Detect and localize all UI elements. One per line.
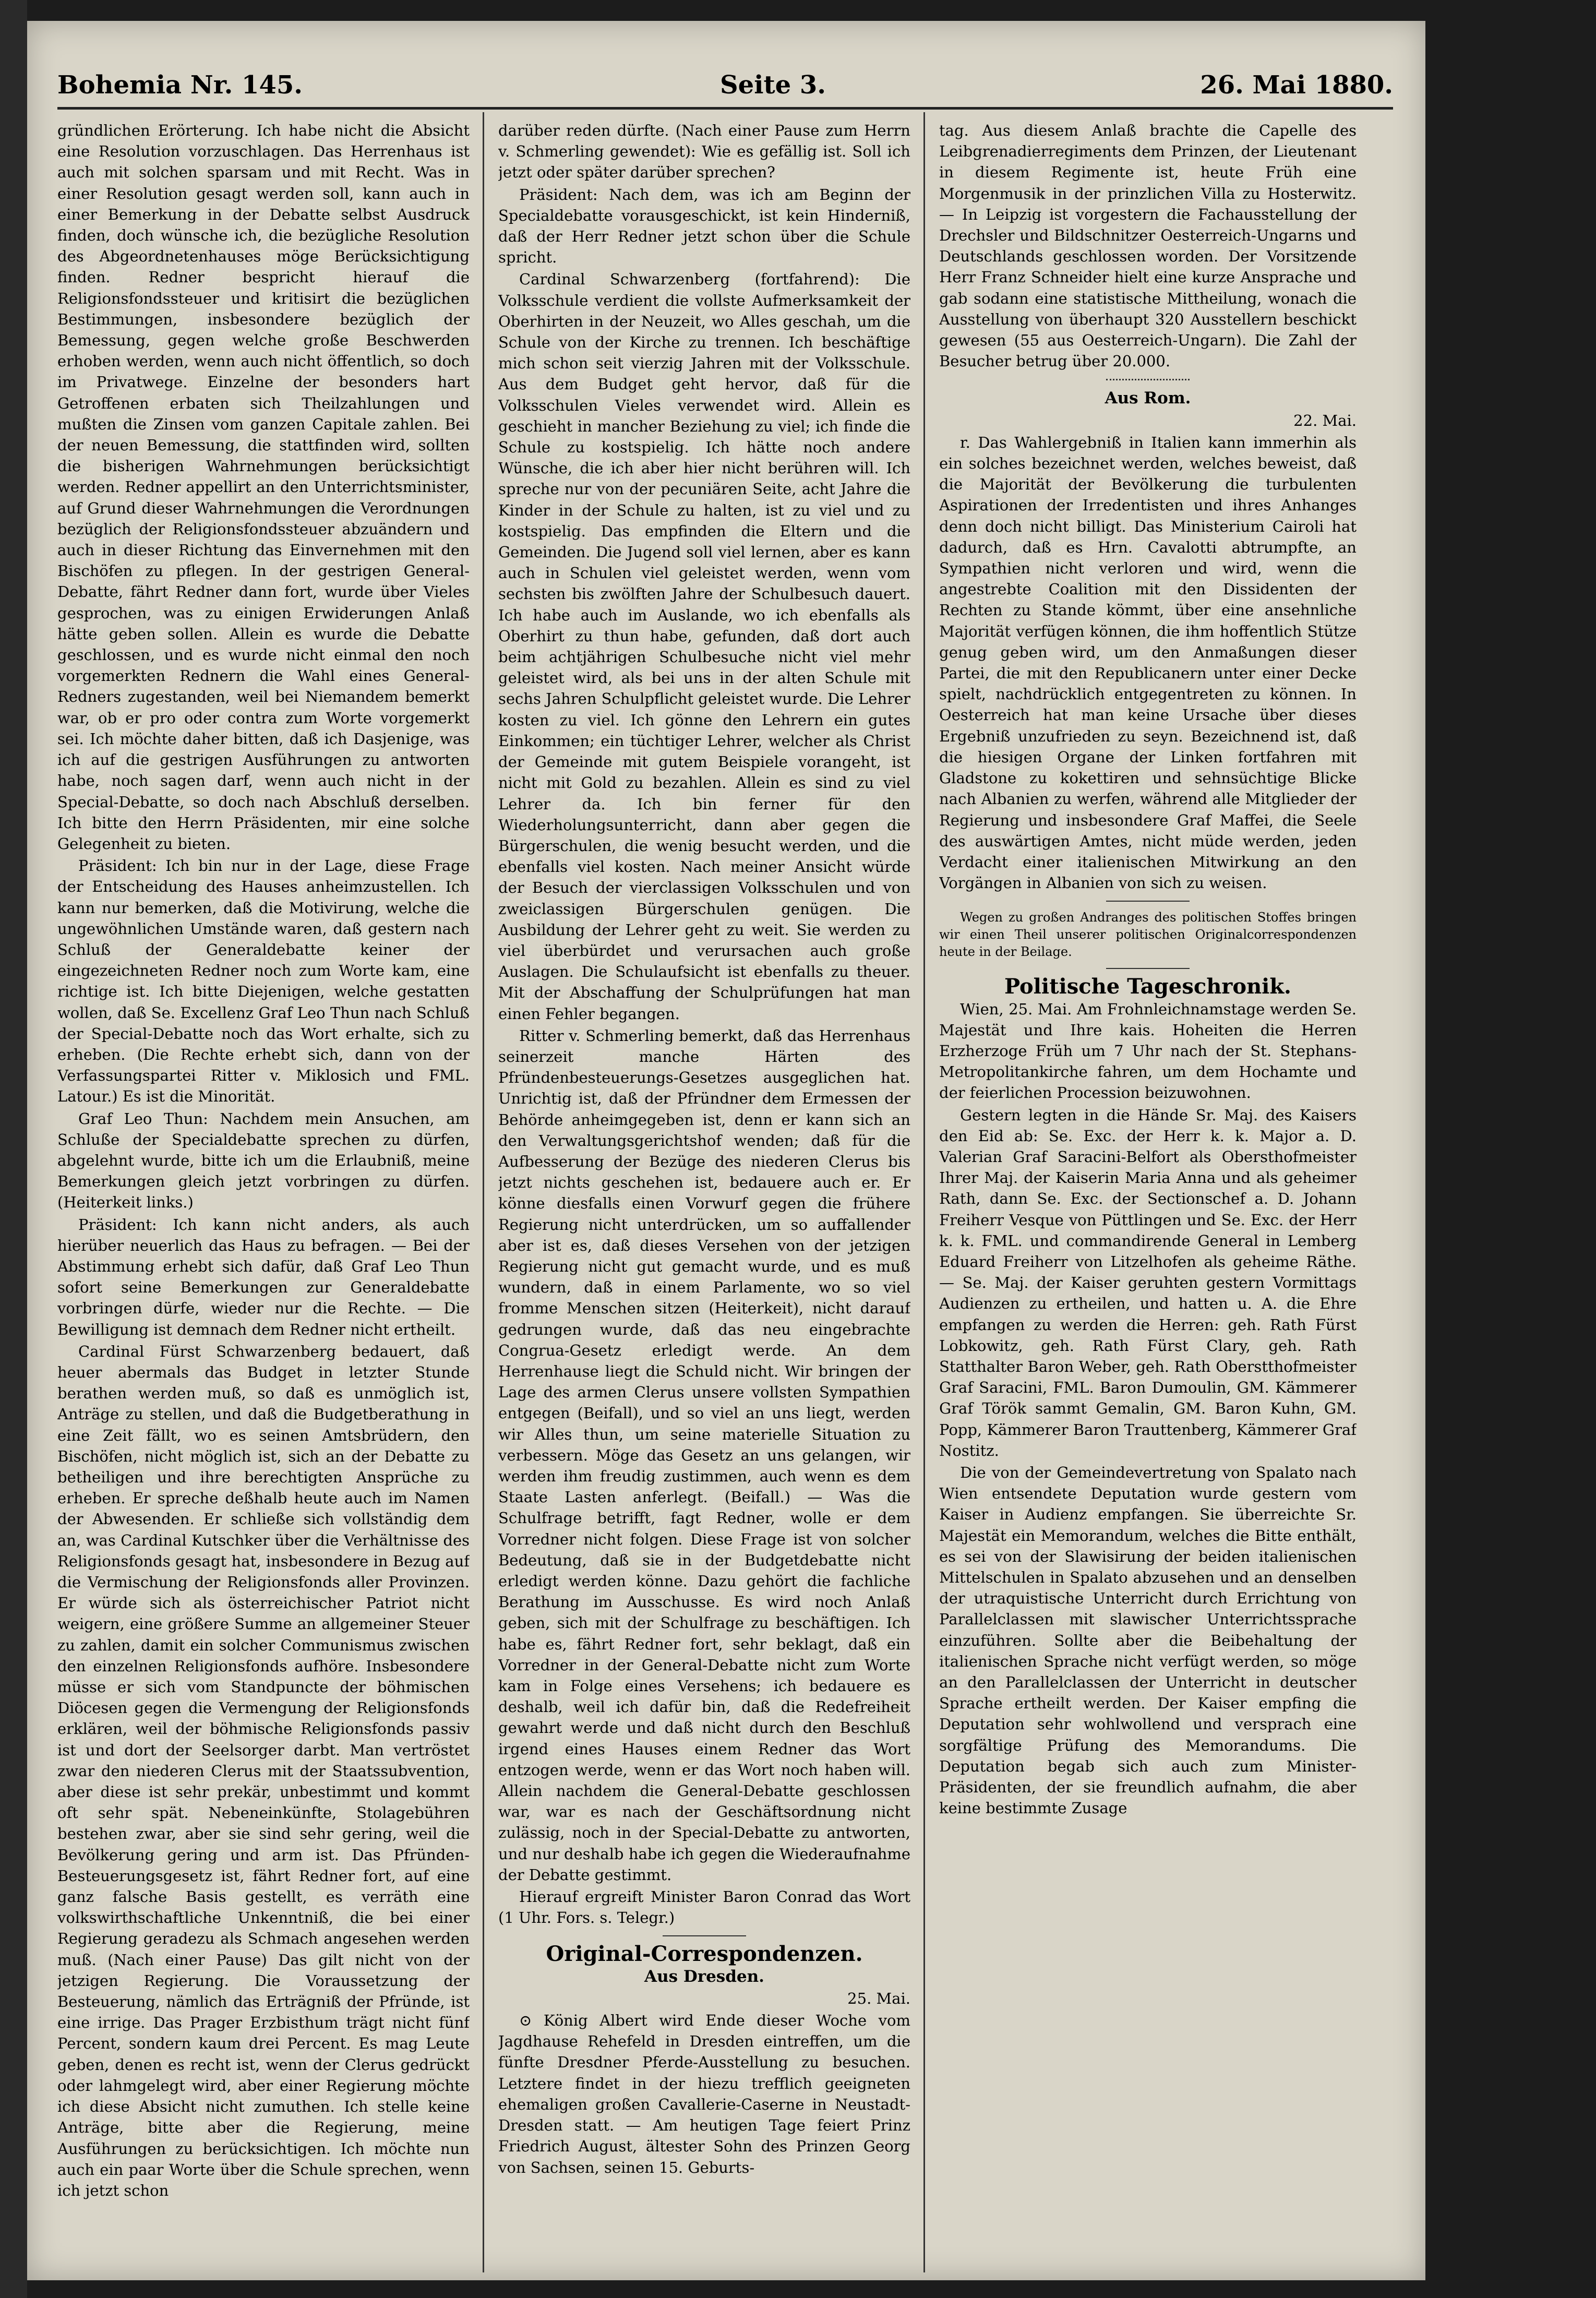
header-page-number: Seite 3. <box>720 70 826 100</box>
section-separator <box>663 1935 746 1936</box>
paragraph: Ritter v. Schmerling bemerkt, daß das Herrenhaus seinerzeit manche Härten des Pfründenbesteuerungs-Gesetzes ausgeglichen hat. Unrichtig ist, daß der Pfründner dem Ermessen der Behörde anheimgegeben ist, denn er kann sich an den Verwaltungsgerichtshof wenden; daß für die Aufbesserung der Bezüge des niederen Clerus bis jetzt nichts geschehen ist, bedauere auch er. Er könne diesfalls einen Vorwurf gegen die frühere Regierung nicht unterdrücken, um so auffallender aber ist es, daß dieses Versehen von der jetzigen Regierung nicht gut gemacht wurde, und es muß wundern, daß in einem Parlamente, wo so viel fromme Menschen sitzen (Heiterkeit), nicht darauf gedrungen wurde, daß das neu eingebrachte Congrua-Gesetz erledigt werde. An dem Herrenhause liegt die Schuld nicht. Wir bringen der Lage des armen Clerus unsere vollsten Sympathien entgegen (Beifall), und so viel an uns liegt, werden wir Alles thun, um seine materielle Situation zu verbessern. Möge das Gesetz an uns gelangen, wir werden ihm freudig zustimmen, auch wenn es dem Staate Lasten anferlegt. (Beifall.) — Was die Schulfrage betrifft, fagt Redner, wolle er dem Vorredner nicht folgen. Diese Frage ist von solcher Bedeutung, daß sie in der Budgetdebatte nicht erledigt werden könne. Dazu gehört die fachliche Berathung im Ausschusse. Es wird noch Anlaß geben, sich mit der Schulfrage zu beschäftigen. Ich habe es, fährt Redner fort, sehr beklagt, daß ein Vorredner in der General-Debatte nicht zum Worte kam in Folge eines Versehens; ich bedauere es deshalb, weil ich dafür bin, daß die Redefreiheit gewahrt werde und daß nicht durch den Beschluß irgend eines Hauses einem Redner das Wort entzogen werde, wenn er das Wort noch haben will. Allein nachdem die General-Debatte geschlossen war, war es nach der Geschäftsordnung nicht zulässig, noch in der Special-Debatte zu antworten, und nur deshalb habe ich gegen die Wiederaufnahme der Debatte gestimmt. <box>498 1026 910 1884</box>
paragraph: gründlichen Erörterung. Ich habe nicht die Absicht eine Resolution vorzuschlagen. Das Herrenhaus ist auch mit solchen sparsam und mit Recht. Was in einer Resolution gesagt werden soll, kann auch in einer Bemerkung in der Debatte selbst Ausdruck finden, doch wünsche ich, die bezügliche Resolution des Abgeordnetenhauses möge Berücksichtigung finden. Redner bespricht hierauf die Religionsfondssteuer und kritisirt die bezüglichen Bestimmungen, insbesondere bezüglich der Bemessung, gegen welche große Beschwerden erhoben werden, wenn auch nicht öffentlich, so doch im Privatwege. Einzelne der besonders hart Getroffenen erbaten sich Theilzahlungen und mußten die Zinsen vom ganzen Capitale zahlen. Bei der neuen Bemessung, die stattfinden wird, sollten die bisherigen Wahrnehmungen berücksichtigt werden. Redner appellirt an den Unterrichtsminister, auf Grund dieser Wahrnehmungen die Verordnungen bezüglich der Religionsfondssteuer abzuändern und auch in dieser Richtung das Einvernehmen mit den Bischöfen zu pflegen. In der gestrigen General-Debatte, fährt Redner dann fort, wurde über Vieles gesprochen, was zu einigen Erwiderungen Anlaß hätte geben sollen. Allein es wurde die Debatte geschlossen, und es wurde nicht einmal den noch vorgemerkten Rednern die Wahl eines General-Redners zugestanden, weil bei Niemandem bemerkt war, ob er pro oder contra zum Worte vorgemerkt sei. Ich möchte daher bitten, daß ich Dasjenige, was ich auf die gestrigen Ausführungen zu antworten habe, noch sagen darf, wenn auch nicht in der Special-Debatte, so doch nach Abschluß derselben. Ich bitte den Herrn Präsidenten, mir eine solche Gelegenheit zu bieten. <box>57 122 470 853</box>
paragraph: r. Das Wahlergebniß in Italien kann immerhin als ein solches bezeichnet werden, welches beweist, daß die Majorität der Bevölkerung die turbulenten Aspirationen der Irredentisten und ihres Anhanges denn doch nicht billigt. Das Ministerium Cairoli hat dadurch, daß es Hrn. Cavalotti abtrumpfte, an Sympathien nicht verloren und wird, wenn die angestrebte Coalition mit den Dissidenten der Rechten zu Stande kömmt, über eine ansehnliche Majorität verfügen können, die ihm hoffentlich Stütze genug geben wird, um den Anmaßungen dieser Partei, die mit den Republicanern unter einer Decke spielt, nachdrücklich entgegentreten zu können. In Oesterreich hat man keine Ursache über dieses Ergebniß unzufrieden zu seyn. Bezeichnend ist, daß die hiesigen Organe der Linken fortfahren mit Gladstone zu kokettiren und sehnsüchtige Blicke nach Albanien zu werfen, während alle Mitglieder der Regierung und insbesondere Graf Maffei, die Seele des auswärtigen Amtes, nicht müde werden, jeden Verdacht einer italienischen Mitwirkung an den Vorgängen in Albanien von sich zu weisen. <box>939 433 1357 892</box>
header-paper-issue: Bohemia Nr. 145. <box>57 70 303 100</box>
column-rule-1 <box>483 112 484 2272</box>
paragraph: Wien, 25. Mai. Am Frohnleichnamstage werden Se. Majestät und Ihre kais. Hoheiten die Herren Erzherzoge Früh um 7 Uhr nach der St. Stephans-Metropolitankirche fahren, um dem Hochamte und der feierlichen Procession beizuwohnen. <box>939 1000 1357 1102</box>
column-1 <box>57 120 470 2285</box>
section-separator <box>1106 968 1190 969</box>
paragraph: Graf Leo Thun: Nachdem mein Ansuchen, am Schluße der Specialdebatte sprechen zu dürfen, abgelehnt wurde, bitte ich um die Erlaubniß, meine Bemerkungen gleich jetzt vorbringen zu dürfen. (Heiterkeit links.) <box>57 1109 470 1212</box>
paragraph: Cardinal Schwarzenberg (fortfahrend): Die Volksschule verdient die vollste Aufmerksamkeit der Oberhirten in der Neuzeit, wo Alles geschah, um die Schule von der Kirche zu trennen. Ich beschäftige mich schon seit vierzig Jahren mit der Volksschule. Aus dem Budget geht hervor, daß für die Volksschulen Vieles verwendet wird. Allein es geschieht in mancher Beziehung zu viel; ich finde die Schule zu kostspielig. Ich hätte noch andere Wünsche, die ich aber hier nicht berühren will. Ich spreche nur von der pecuniären Seite, acht Jahre die Kinder in der Schule zu halten, ist zu viel und zu kostspielig. Das empfinden die Eltern und die Gemeinden. Die Jugend soll viel lernen, aber es kann auch in Schulen viel geleistet werden, wenn vom sechsten bis zwölften Jahre der Schulbesuch dauert. Ich habe auch im Auslande, wo ich ebenfalls als Oberhirt zu thun habe, gefunden, daß dort auch beim achtjährigen Schulbesuche nicht viel mehr geleistet wird, als bei uns in der alten Schule mit sechs Jahren Schulpflicht geleistet wurde. Die Lehrer kosten zu viel. Ich gönne den Lehrern ein gutes Einkommen; ein tüchtiger Lehrer, welcher als Christ der Gemeinde mit gutem Beispiele vorangeht, ist nicht mit Gold zu bezahlen. Allein es sind zu viel Lehrer da. Ich bin ferner für den Wiederholungsunterricht, dann aber gegen die Bürgerschulen, die wenig besucht werden, und die ebenfalls viel kosten. Nach meiner Ansicht würde der Besuch der vierclassigen Volksschulen und von zweiclassigen Bürgerschulen genügen. Die Ausbildung der Lehrer geht zu weit. Sie werden zu viel überbürdet und verursachen auch große Auslagen. Die Schulaufsicht ist ebenfalls zu theuer. Mit der Abschaffung der Schulprüfungen hat man einen Fehler begangen. <box>498 270 910 1023</box>
paragraph: tag. Aus diesem Anlaß brachte die Capelle des Leibgrenadierregiments dem Prinzen, der Lieutenant in diesem Regimente ist, heute Früh eine Morgenmusik in der prinzlichen Villa zu Hosterwitz. — In Leipzig ist vorgestern die Fachausstellung der Drechsler und Bildschnitzer Oesterreich-Ungarns und Deutschlands geschlossen worden. Der Vorsitzende Herr Franz Schneider hielt eine kurze Ansprache und gab sodann eine statistische Mittheilung, wonach die Ausstellung von überhaupt 320 Ausstellern beschickt gewesen (55 aus Oesterreich-Ungarn). Die Zahl der Besucher betrug über 20.000. <box>939 122 1357 370</box>
dateline-date-dresden: 25. Mai. <box>847 1989 910 2007</box>
paragraph: Präsident: Nach dem, was ich am Beginn der Specialdebatte vorausgeschickt, ist kein Hinderniß, daß der Herr Redner jetzt schon über die Schule spricht. <box>498 185 910 267</box>
right-scan-margin <box>1425 0 1596 2298</box>
column-3 <box>939 120 1357 2285</box>
paragraph: darüber reden dürfte. (Nach einer Pause zum Herrn v. Schmerling gewendet): Wie es gefällig ist. Soll ich jetzt oder später darüber sprechen? <box>498 122 910 182</box>
section-title-political-chronicle: Politische Tageschronik. <box>1004 974 1291 999</box>
paragraph: Gestern legten in die Hände Sr. Maj. des Kaisers den Eid ab: Se. Exc. der Herr k. k. Major a. D. Valerian Graf Saracini-Belfort als Obersthofmeister Ihrer Maj. der Kaiserin Maria Anna und als geheimer Rath, dann Se. Exc. der Sectionschef a. D. Johann Freiherr Vesque von Püttlingen und Se. Exc. der Herr k. k. FML. und commandirende General in Lemberg Eduard Freiherr von Litzelhofen als geheime Räthe. — Se. Maj. der Kaiser geruhten gestern Vormittags Audienzen zu ertheilen, und hatten u. A. die Ehre empfangen zu werden die Herren: geh. Rath Fürst Lobkowitz, geh. Rath Fürst Clary, geh. Rath Statthalter Baron Weber, geh. Rath Oberstthofmeister Graf Saracini, FML. Baron Dumoulin, GM. Kämmerer Graf Török sammt Gemalin, GM. Baron Kuhn, GM. Popp, Kämmerer Baron Trauttenberg, Kämmerer Graf Nostitz. <box>939 1106 1357 1459</box>
paragraph: Präsident: Ich bin nur in der Lage, diese Frage der Entscheidung des Hauses anheimzustellen. Ich kann nur bemerken, daß die Motivirung, welche die ungewöhnlichen Umstände waren, daß gestern nach Schluß der Generaldebatte keiner der eingezeichneten Redner noch zum Worte kam, eine richtige ist. Ich bitte Diejenigen, welche gestatten wollen, daß Se. Excellenz Graf Leo Thun nach Schluß der Special-Debatte noch das Wort erhalte, sich zu erheben. (Die Rechte erhebt sich, dann von der Verfassungspartei Ritter v. Miklosich und FML. Latour.) Es ist die Minorität. <box>57 857 470 1106</box>
header-date: 26. Mai 1880. <box>1200 70 1393 100</box>
paragraph: Cardinal Fürst Schwarzenberg bedauert, daß heuer abermals das Budget in letzter Stunde berathen werden muß, so daß es unmöglich ist, Anträge zu stellen, und daß die Budgetberathung in eine Zeit fällt, wo es seinen Amtsbrüdern, den Bischöfen, nicht möglich ist, sich an der Debatte zu betheiligen und ihre berechtigten Ansprüche zu erheben. Er spreche deßhalb heute auch im Namen der Abwesenden. Er schließe sich vollständig dem an, was Cardinal Kutschker über die Verhältnisse des Religionsfonds gesagt hat, insbesondere in Bezug auf die Vermischung der Religionsfonds aller Provinzen. Er würde sich als österreichischer Patriot nicht weigern, eine größere Summe an allgemeiner Steuer zu zahlen, damit ein solcher Communismus zwischen den einzelnen Religionsfonds aufhöre. Insbesondere müsse er sich vom Standpuncte der böhmischen Diöcesen gegen die Vermengung der Religionsfonds erklären, weil der böhmische Religionsfonds passiv ist und dort der Seelsorger darbt. Man vertröstet zwar den niederen Clerus mit der Staatssubvention, aber diese ist sehr prekär, unbestimmt und kommt oft sehr spät. Nebeneinkünfte, Stolagebühren bestehen zwar, aber sie sind sehr gering, weil die Bevölkerung gering und arm ist. Das Pfründen-Besteuerungsgesetz ist, fährt Redner fort, auf eine ganz falsche Basis gestellt, es verräth eine volkswirthschaftliche Unkenntniß, die bei einer Regierung geradezu als Schmach angesehen werden muß. (Nach einer Pause) Das gilt nicht von der jetzigen Regierung. Die Voraussetzung der Besteuerung, nämlich das Erträgniß der Pfründe, ist eine irrige. Das Prager Erzbisthum trägt nicht fünf Percent, sondern kaum drei Percent. Es mag Leute geben, denen es recht ist, wenn der Clerus gedrückt oder lahmgelegt wird, aber einer Regierung möchte ich diese Absicht nicht zumuthen. Ich stelle keine Anträge, bitte aber die Regierung, meine Ausführungen zu berücksichtigen. Ich möchte nun auch ein paar Worte über die Schule sprechen, wenn ich jetzt schon <box>57 1342 470 2199</box>
paragraph: ⊙ König Albert wird Ende dieser Woche vom Jagdhause Rehefeld in Dresden eintreffen, um die fünfte Dresdner Pferde-Ausstellung zu besuchen. Letztere findet in der hiezu trefflich geeigneten ehemaligen großen Cavallerie-Caserne in Neustadt-Dresden statt. — Am heutigen Tage feiert Prinz Friedrich August, ältester Sohn des Prinzen Georg von Sachsen, seinen 15. Geburts- <box>498 2012 910 2176</box>
column-rule-2 <box>923 112 925 2272</box>
section-separator <box>1106 379 1190 380</box>
paragraph: Hierauf ergreift Minister Baron Conrad das Wort (1 Uhr. Fors. s. Telegr.) <box>498 1888 910 1927</box>
paragraph: Die von der Gemeindevertretung von Spalato nach Wien entsendete Deputation wurde gestern vom Kaiser in Audienz empfangen. Sie überreichte Sr. Majestät ein Memorandum, welches die Bitte enthält, es sei von der Slawisirung der beiden italienischen Mittelschulen in Spalato abzusehen und an denselben der utraquistische Unterricht durch Errichtung von Parallelclassen mit slawischer Unterrichtssprache einzuführen. Sollte aber die Beibehaltung der italienischen Sprache nicht verfügt werden, so möge an den Parallelclassen der Unterricht in deutscher Sprache ertheilt werden. Der Kaiser empfing die Deputation sehr wohlwollend und versprach eine sorgfältige Prüfung des Memorandums. Die Deputation begab sich auch zum Minister-Präsidenten, der sie freundlich aufnahm, die aber keine bestimmte Zusage <box>939 1463 1357 1817</box>
dateline-place-rom: Aus Rom. <box>1105 389 1191 408</box>
page-header <box>57 60 1393 110</box>
section-separator <box>1106 901 1190 902</box>
dateline-place-dresden: Aus Dresden. <box>644 1967 764 1986</box>
editorial-note: Wegen zu großen Andranges des politischen Stoffes bringen wir einen Theil unserer politischen Originalcorrespondenzen heute in der Beilage. <box>939 910 1357 960</box>
left-page-edge <box>0 0 27 2298</box>
paragraph: Präsident: Ich kann nicht anders, als auch hierüber neuerlich das Haus zu befragen. — Bei der Abstimmung erhebt sich dafür, daß Graf Leo Thun sofort seine Bemerkungen zur Generaldebatte vorbringen dürfe, wieder nur die Rechte. — Die Bewilligung ist demnach dem Redner nicht ertheilt. <box>57 1215 470 1338</box>
column-2 <box>498 120 910 2285</box>
section-title-original-correspondence: Original-Correspondenzen. <box>546 1942 863 1967</box>
dateline-date-rom: 22. Mai. <box>1293 411 1357 429</box>
